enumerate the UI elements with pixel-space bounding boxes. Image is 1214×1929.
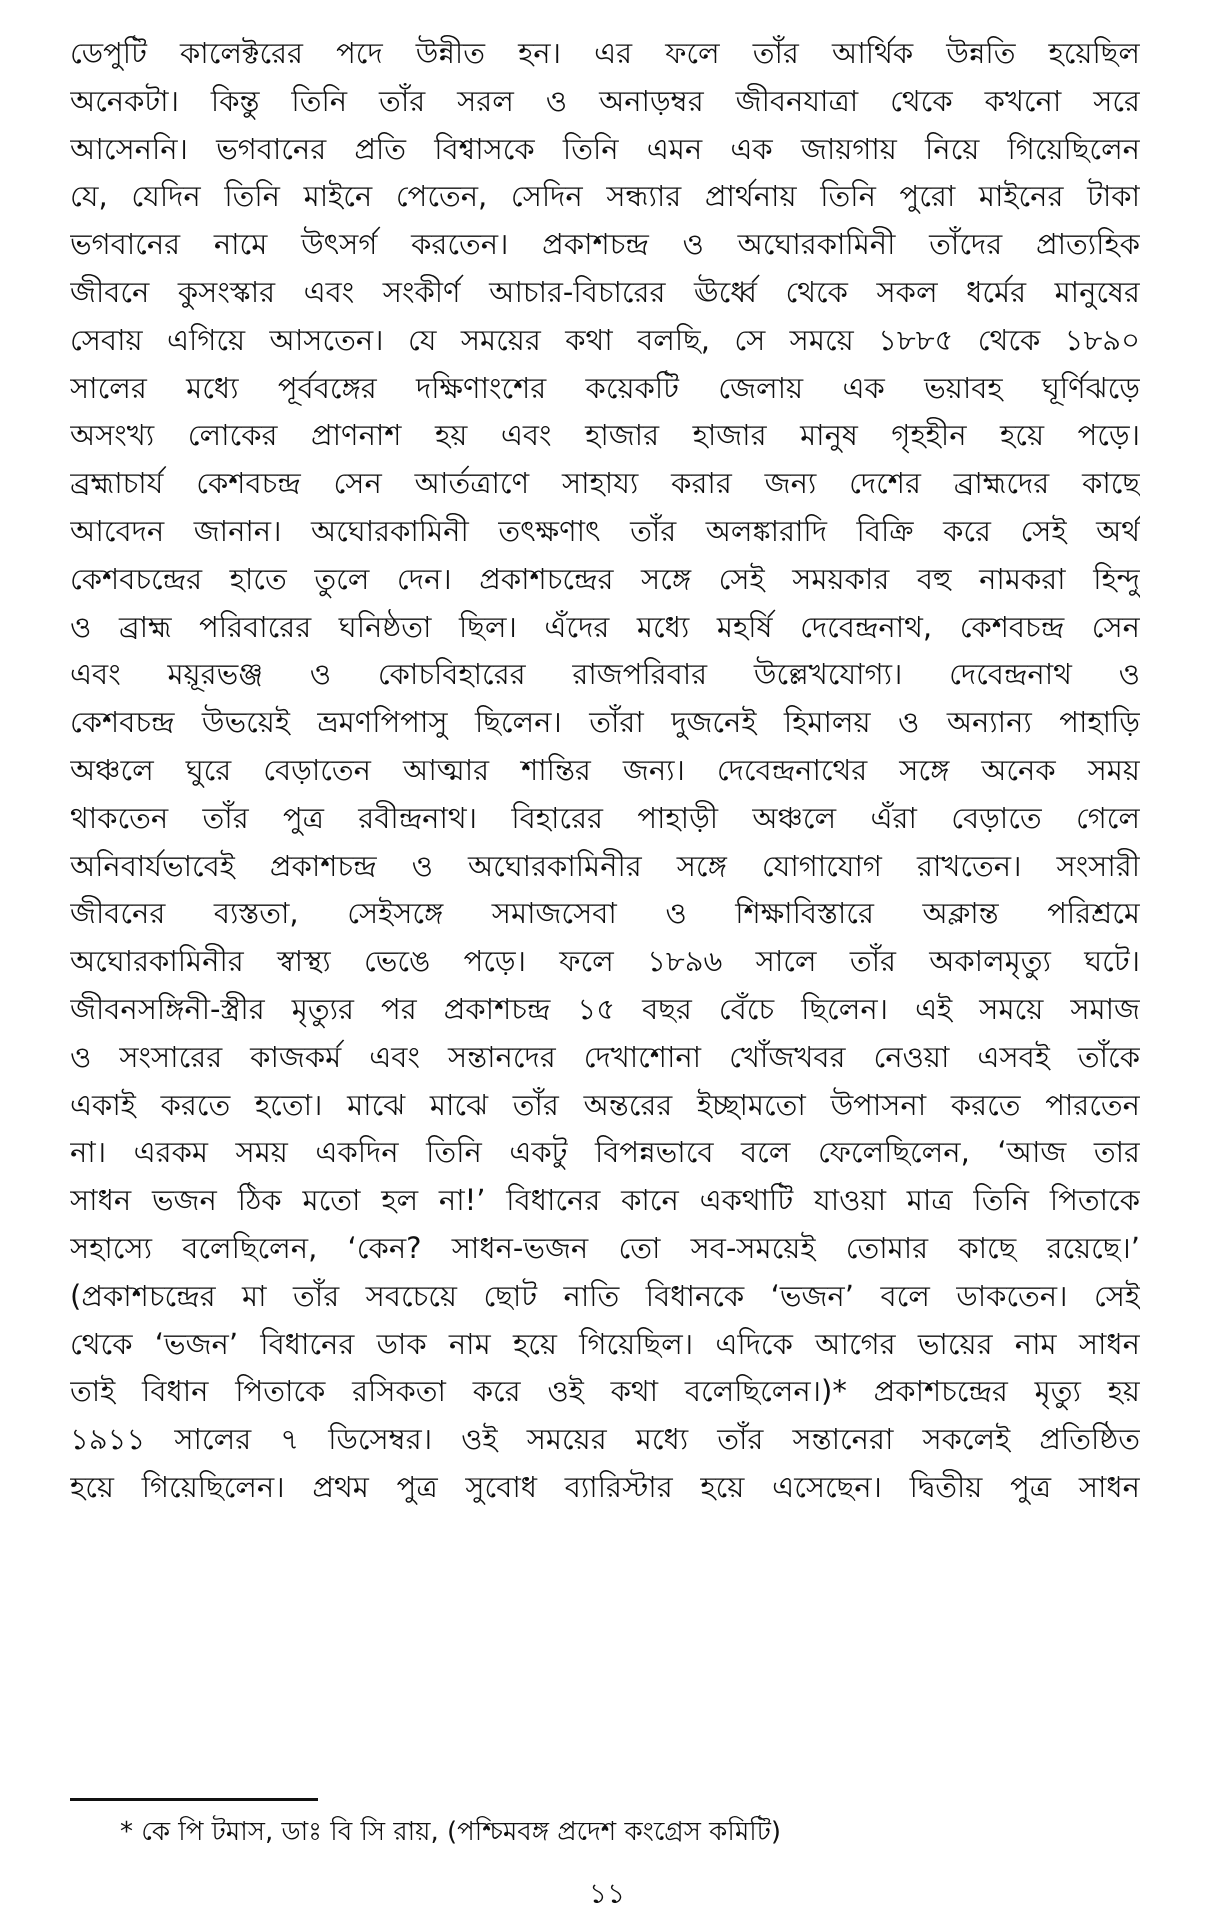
text-line: অঘোরকামিনীর স্বাস্থ্য ভেঙে পড়ে। ফলে ১৮৯৬ সালে তাঁর অকালমৃত্যু ঘটে। <box>70 944 1140 979</box>
text-line: তাই বিধান পিতাকে রসিকতা করে ওই কথা বলেছিলেন।)* প্রকাশচন্দ্রের মৃত্যু হয় <box>70 1374 1140 1409</box>
text-line: সহাস্যে বলেছিলেন, ‘কেন? সাধন-ভজন তো সব-সময়েই তোমার কাছে রয়েছে।’ <box>70 1230 1140 1265</box>
footnote-divider <box>70 1798 318 1801</box>
footnote: * কে পি টমাস, ডাঃ বি সি রায়, (পশ্চিমবঙ্গ প্রদেশ কংগ্রেস কমিটি) <box>120 1817 781 1847</box>
text-line: থেকে ‘ভজন’ বিধানের ডাক নাম হয়ে গিয়েছিল। এদিকে আগের ভায়ের নাম সাধন <box>70 1326 1140 1361</box>
text-line: থাকতেন তাঁর পুত্র রবীন্দ্রনাথ। বিহারের পাহাড়ী অঞ্চলে এঁরা বেড়াতে গেলে <box>70 800 1140 835</box>
text-line: সাধন ভজন ঠিক মতো হল না!’ বিধানের কানে একথাটি যাওয়া মাত্র তিনি পিতাকে <box>70 1183 1140 1218</box>
text-line: হয়ে গিয়েছিলেন। প্রথম পুত্র সুবোধ ব্যারিস্টার হয়ে এসেছেন। দ্বিতীয় পুত্র সাধন <box>70 1469 1140 1504</box>
text-line: আসেননি। ভগবানের প্রতি বিশ্বাসকে তিনি এমন এক জায়গায় নিয়ে গিয়েছিলেন <box>70 131 1140 166</box>
text-line: ভগবানের নামে উৎসর্গ করতেন। প্রকাশচন্দ্র ও অঘোরকামিনী তাঁদের প্রাত্যহিক <box>70 227 1140 262</box>
text-line: সালের মধ্যে পূর্ববঙ্গের দক্ষিণাংশের কয়েকটি জেলায় এক ভয়াবহ ঘূর্ণিঝড়ে <box>70 370 1140 405</box>
body-text <box>70 30 1140 1512</box>
text-line: (প্রকাশচন্দ্রের মা তাঁর সবচেয়ে ছোট নাতি বিধানকে ‘ভজন’ বলে ডাকতেন। সেই <box>70 1278 1140 1313</box>
text-line: সেবায় এগিয়ে আসতেন। যে সময়ের কথা বলছি, সে সময়ে ১৮৮৫ থেকে ১৮৯০ <box>70 322 1140 357</box>
text-line: কেশবচন্দ্রের হাতে তুলে দেন। প্রকাশচন্দ্রের সঙ্গে সেই সময়কার বহু নামকরা হিন্দু <box>70 561 1140 596</box>
text-line: অনিবার্যভাবেই প্রকাশচন্দ্র ও অঘোরকামিনীর সঙ্গে যোগাযোগ রাখতেন। সংসারী <box>70 848 1140 883</box>
text-line: কেশবচন্দ্র উভয়েই ভ্রমণপিপাসু ছিলেন। তাঁরা দুজনেই হিমালয় ও অন্যান্য পাহাড়ি <box>70 705 1140 740</box>
text-line: ১৯১১ সালের ৭ ডিসেম্বর। ওই সময়ের মধ্যে তাঁর সন্তানেরা সকলেই প্রতিষ্ঠিত <box>70 1422 1140 1457</box>
text-line: আবেদন জানান। অঘোরকামিনী তৎক্ষণাৎ তাঁর অলঙ্কারাদি বিক্রি করে সেই অর্থ <box>70 513 1140 548</box>
text-line: ও সংসারের কাজকর্ম এবং সন্তানদের দেখাশোনা খোঁজখবর নেওয়া এসবই তাঁকে <box>70 1039 1140 1074</box>
text-line: যে, যেদিন তিনি মাইনে পেতেন, সেদিন সন্ধ্যার প্রার্থনায় তিনি পুরো মাইনের টাকা <box>70 179 1140 214</box>
text-line: অসংখ্য লোকের প্রাণনাশ হয় এবং হাজার হাজার মানুষ গৃহহীন হয়ে পড়ে। <box>70 418 1140 453</box>
page-number: ১১ <box>588 1877 626 1910</box>
text-line: অঞ্চলে ঘুরে বেড়াতেন আত্মার শান্তির জন্য। দেবেন্দ্রনাথের সঙ্গে অনেক সময় <box>70 752 1140 787</box>
text-line: জীবনসঙ্গিনী-স্ত্রীর মৃত্যুর পর প্রকাশচন্দ্র ১৫ বছর বেঁচে ছিলেন। এই সময়ে সমাজ <box>70 991 1140 1026</box>
text-line: ডেপুটি কালেক্টরের পদে উন্নীত হন। এর ফলে তাঁর আর্থিক উন্নতি হয়েছিল <box>70 36 1140 70</box>
text-line: জীবনের ব্যস্ততা, সেইসঙ্গে সমাজসেবা ও শিক্ষাবিস্তারে অক্লান্ত পরিশ্রমে <box>70 896 1140 931</box>
text-line: অনেকটা। কিন্তু তিনি তাঁর সরল ও অনাড়ম্বর জীবনযাত্রা থেকে কখনো সরে <box>70 83 1140 118</box>
text-line: জীবনে কুসংস্কার এবং সংকীর্ণ আচার-বিচারের ঊর্ধ্বে থেকে সকল ধর্মের মানুষের <box>70 274 1140 309</box>
text-line: একাই করতে হতো। মাঝে মাঝে তাঁর অন্তরের ইচ্ছামতো উপাসনা করতে পারতেন <box>70 1087 1140 1122</box>
text-line: ও ব্রাহ্ম পরিবারের ঘনিষ্ঠতা ছিল। এঁদের মধ্যে মহর্ষি দেবেন্দ্রনাথ, কেশবচন্দ্র সেন <box>70 609 1140 644</box>
text-line: না। এরকম সময় একদিন তিনি একটু বিপন্নভাবে বলে ফেলেছিলেন, ‘আজ তার <box>70 1135 1140 1170</box>
text-line: এবং ময়ূরভঞ্জ ও কোচবিহারের রাজপরিবার উল্লেখযোগ্য। দেবেন্দ্রনাথ ও <box>70 657 1140 692</box>
text-line: ব্রহ্মাচার্য কেশবচন্দ্র সেন আর্তত্রাণে সাহায্য করার জন্য দেশের ব্রাহ্মদের কাছে <box>70 466 1140 501</box>
